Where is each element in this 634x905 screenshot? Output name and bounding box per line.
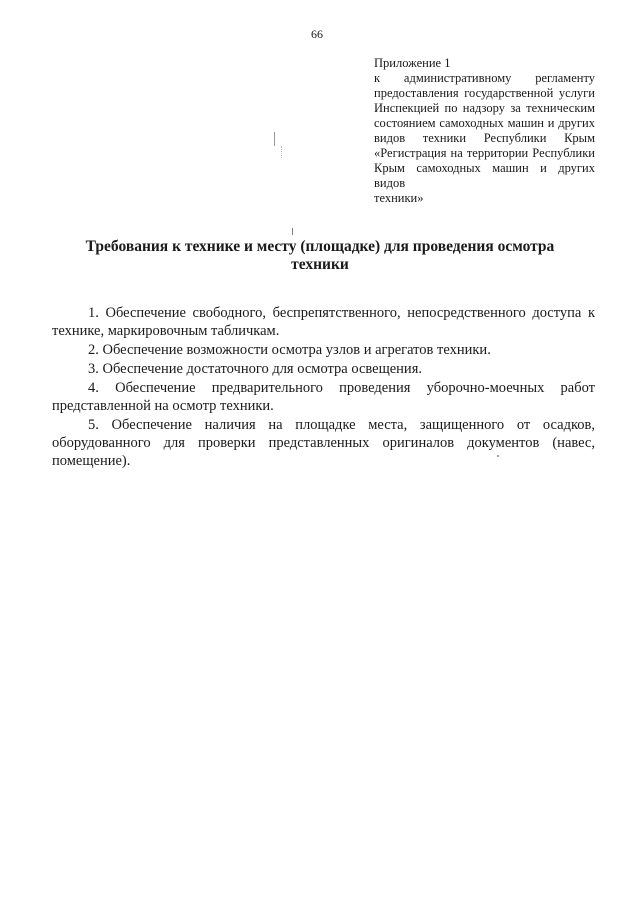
scan-artifact [281, 146, 283, 158]
page-number: 66 [311, 27, 323, 41]
annex-title: Приложение 1 [374, 56, 451, 70]
annex-body: к административному регламенту предоставления государственной услуги Инспекцией по надзору за техническим состоянием самоходных машин и других видов техники Республики Крым «Регистрация на территории Республики Крым самоходных машин и других видов [374, 71, 595, 190]
list-item: 1. Обеспечение свободного, беспрепятственного, непосредственного доступа к технике, маркировочным табличкам. [52, 305, 595, 339]
document-title: Требования к технике и месту (площадке) для проведения осмотра техники [85, 238, 555, 273]
list-item: 4. Обеспечение предварительного проведения уборочно-моечных работ представленной на осмотр техники. [52, 380, 595, 414]
list-item: 3. Обеспечение достаточного для осмотра освещения. [88, 361, 422, 377]
scan-artifact [292, 228, 294, 235]
scan-artifact [274, 132, 279, 146]
annex-last-line: техники» [374, 191, 424, 205]
list-item: 5. Обеспечение наличия на площадке места, защищенного от осадков, оборудованного для проверки представленных оригиналов документов (навес, помещение). [52, 417, 595, 469]
requirements-list [52, 304, 595, 471]
annex-block [374, 56, 595, 206]
list-item: 2. Обеспечение возможности осмотра узлов и агрегатов техники. [88, 342, 491, 358]
